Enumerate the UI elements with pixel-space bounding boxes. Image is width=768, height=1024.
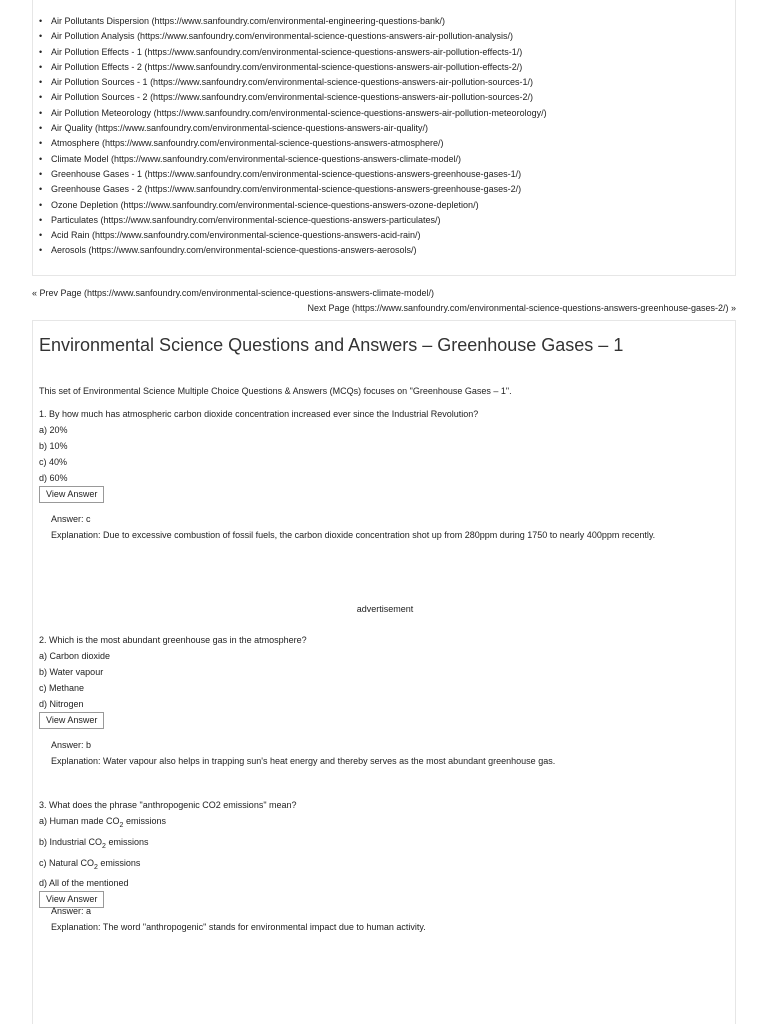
related-link-url: (https://www.sanfoundry.com/environmental-science-questions-answers-aerosols/): [88, 245, 417, 256]
bullet-icon: •: [39, 92, 43, 103]
question-3-option-c: c) Natural $CO_2$ emissions: [39, 857, 141, 871]
bullet-icon: •: [39, 138, 43, 149]
next-page-link[interactable]: Next Page (https://www.sanfoundry.com/environmental-science-questions-answers-greenhouse-gases-2/) »: [307, 303, 736, 313]
related-link-url: (https://www.sanfoundry.com/environmental-science-questions-answers-air-pollution-sources-1/): [150, 77, 534, 88]
related-link-url: (https://www.sanfoundry.com/environmental-science-questions-answers-acid-rain/): [92, 230, 421, 241]
related-link-label: Air Pollution Sources - 1: [51, 77, 148, 88]
related-link-item: [39, 228, 735, 243]
related-link-url: (https://www.sanfoundry.com/environmental-science-questions-answers-atmosphere/): [102, 138, 444, 149]
question-1-option-d: d) 60%: [39, 473, 68, 483]
related-link-label: Particulates: [51, 214, 99, 225]
advertisement-label: advertisement: [356, 604, 414, 614]
related-link-url: (https://www.sanfoundry.com/environmental-science-questions-answers-air-pollution-effects-2/): [144, 61, 523, 72]
related-link-item: [39, 243, 735, 258]
answer-1-explanation: Explanation: Due to excessive combustion of fossil fuels, the carbon dioxide concentration shot up from 280ppm during 1750 to nearly 400ppm recently.: [51, 530, 656, 540]
page-title: Environmental Science Questions and Answers – Greenhouse Gases – 1: [39, 335, 624, 355]
bullet-icon: •: [39, 16, 43, 26]
related-link[interactable]: [51, 62, 522, 72]
bullet-icon: •: [39, 31, 43, 42]
prev-page-link[interactable]: « Prev Page (https://www.sanfoundry.com/environmental-science-questions-answers-climate-model/): [32, 288, 434, 298]
question-3-option-d: d) All of the mentioned: [39, 878, 129, 889]
answer-1-label: Answer: c: [51, 514, 91, 524]
view-answer-button-3[interactable]: View Answer: [39, 891, 104, 908]
question-2-option-c: c) Methane: [39, 683, 85, 693]
bullet-icon: •: [39, 245, 43, 256]
view-answer-button-1[interactable]: View Answer: [39, 486, 104, 503]
related-link-url: (https://www.sanfoundry.com/environmental-science-questions-answers-greenhouse-gases-1/): [144, 168, 522, 179]
related-link[interactable]: [51, 230, 421, 240]
bullet-icon: •: [39, 230, 43, 241]
related-link-item: [39, 198, 735, 213]
related-link-url: (https://www.sanfoundry.com/environmental-science-questions-answers-air-pollution-effects-1/): [144, 46, 523, 57]
related-link-label: Ozone Depletion: [51, 199, 119, 210]
answer-3-explanation: Explanation: The word "anthropogenic" stands for environmental impact due to human activity.: [51, 922, 426, 932]
related-link-label: Air Quality: [51, 123, 93, 134]
related-link-item: [39, 29, 735, 44]
bullet-icon: •: [39, 107, 43, 118]
related-link[interactable]: [51, 123, 428, 133]
related-link[interactable]: [51, 108, 547, 118]
related-link[interactable]: [51, 16, 445, 26]
answer-2: [51, 737, 731, 769]
related-link-label: Climate Model: [51, 153, 109, 164]
related-link-item: [39, 106, 735, 121]
related-link[interactable]: [51, 215, 441, 225]
related-link-label: Air Pollution Analysis: [51, 31, 135, 42]
question-1-option-c: c) 40%: [39, 457, 68, 467]
bullet-icon: •: [39, 168, 43, 179]
bullet-icon: •: [39, 184, 43, 195]
related-link-label: Aerosols: [51, 245, 87, 256]
related-link-label: Air Pollutants Dispersion: [51, 16, 150, 26]
related-link-label: Greenhouse Gases - 2: [51, 184, 143, 195]
related-link-item: [39, 182, 735, 197]
intro-text: This set of Environmental Science Multiple Choice Questions & Answers (MCQs) focuses on "Greenhouse Gases – 1".: [39, 386, 512, 396]
related-link-item: [39, 45, 735, 60]
bullet-icon: •: [39, 214, 43, 225]
bullet-icon: •: [39, 153, 43, 164]
related-link-item: [39, 121, 735, 136]
question-2: [39, 632, 307, 729]
bullet-icon: •: [39, 123, 43, 134]
related-link-label: Greenhouse Gases - 1: [51, 168, 143, 179]
question-3-option-b: b) Industrial $CO_2$ emissions: [39, 836, 149, 850]
related-link-url: (https://www.sanfoundry.com/environmental-science-questions-answers-greenhouse-gases-2/): [144, 184, 522, 195]
answer-2-label: Answer: b: [51, 740, 92, 750]
related-link-label: Air Pollution Effects - 2: [51, 61, 142, 72]
related-link[interactable]: [51, 154, 461, 164]
related-link-url: (https://www.sanfoundry.com/environmental-science-questions-answers-ozone-depletion/): [120, 199, 479, 210]
related-link-label: Air Pollution Sources - 2: [51, 92, 148, 103]
question-2-option-d: d) Nitrogen: [39, 699, 84, 709]
related-link[interactable]: [51, 169, 521, 179]
related-link[interactable]: [51, 31, 513, 41]
related-link-label: Air Pollution Effects - 1: [51, 46, 142, 57]
question-1-option-b: b) 10%: [39, 441, 68, 451]
answer-2-explanation: Explanation: Water vapour also helps in trapping sun's heat energy and thereby serves as the most abundant greenhouse gas.: [51, 756, 556, 766]
question-3-option-a: a) Human made $CO_2$ emissions: [39, 816, 166, 829]
article-body: [32, 320, 736, 1024]
question-3: [39, 797, 297, 908]
answer-1: [51, 511, 731, 543]
related-link[interactable]: [51, 138, 444, 148]
related-link-label: Air Pollution Meteorology: [51, 107, 152, 118]
related-link-item: [39, 75, 735, 90]
question-1: [39, 406, 478, 503]
related-link-item: [39, 14, 735, 29]
related-link-item: [39, 60, 735, 75]
related-link[interactable]: [51, 200, 479, 210]
related-link-url: (https://www.sanfoundry.com/environmental-science-questions-answers-climate-model/): [111, 153, 462, 164]
question-2-option-a: a) Carbon dioxide: [39, 651, 111, 661]
next-page-row: [32, 303, 736, 313]
related-link-url: (https://www.sanfoundry.com/environmental-engineering-questions-bank/): [151, 16, 446, 26]
related-link-url: (https://www.sanfoundry.com/environmental-science-questions-answers-air-pollution-meteorology/): [153, 107, 547, 118]
related-link-url: (https://www.sanfoundry.com/environmental-science-questions-answers-air-pollution-sources-2/): [150, 92, 534, 103]
related-link[interactable]: [51, 92, 533, 102]
bullet-icon: •: [39, 77, 43, 88]
question-2-text: 2. Which is the most abundant greenhouse gas in the atmosphere?: [39, 635, 307, 645]
bullet-icon: •: [39, 199, 43, 210]
related-link-url: (https://www.sanfoundry.com/environmental-science-questions-answers-air-pollution-analysis/): [137, 31, 514, 42]
related-link-label: Atmosphere: [51, 138, 100, 149]
related-link[interactable]: [51, 245, 417, 255]
question-3-text: 3. What does the phrase "anthropogenic CO2 emissions" mean?: [39, 800, 297, 810]
question-2-option-b: b) Water vapour: [39, 667, 104, 677]
related-links-list: [33, 0, 735, 259]
related-link-item: [39, 167, 735, 182]
view-answer-button-2[interactable]: View Answer: [39, 712, 104, 729]
related-link-label: Acid Rain: [51, 230, 90, 241]
related-link[interactable]: [51, 77, 533, 87]
related-link[interactable]: [51, 47, 522, 57]
related-link-item: [39, 136, 735, 151]
related-link-item: [39, 90, 735, 105]
related-link-item: [39, 213, 735, 228]
answer-3: [51, 903, 731, 935]
related-links-box: [32, 0, 736, 276]
bullet-icon: •: [39, 61, 43, 72]
question-1-option-a: a) 20%: [39, 425, 68, 435]
related-link-item: [39, 152, 735, 167]
bullet-icon: •: [39, 46, 43, 57]
answer-3-label: Answer: a: [51, 906, 92, 916]
prev-page-row: [32, 288, 736, 298]
question-1-text: 1. By how much has atmospheric carbon dioxide concentration increased ever since the Industrial Revolution?: [39, 409, 479, 419]
related-link-url: (https://www.sanfoundry.com/environmental-science-questions-answers-particulates/): [100, 214, 441, 225]
related-link[interactable]: [51, 184, 521, 194]
related-link-url: (https://www.sanfoundry.com/environmental-science-questions-answers-air-quality/): [95, 123, 428, 134]
